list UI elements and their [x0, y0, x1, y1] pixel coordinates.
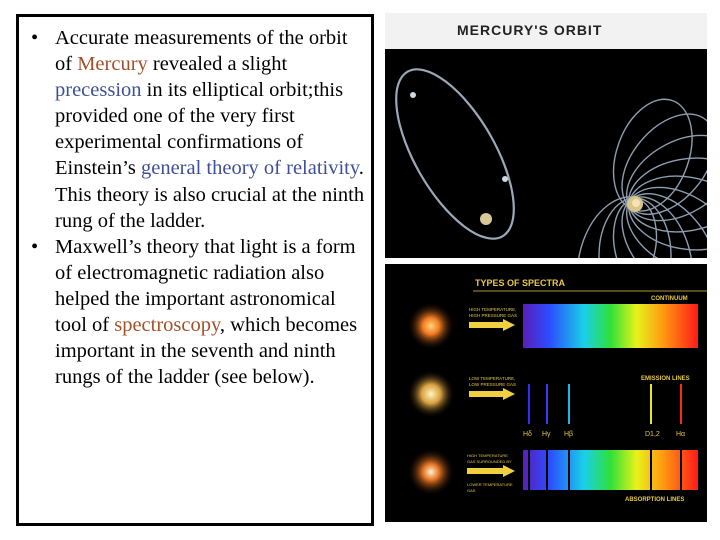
source1-label-a: HIGH TEMPERATURE,: [469, 307, 517, 312]
types-of-spectra-image: [385, 264, 707, 522]
h-alpha-label: Hα: [676, 431, 686, 438]
bullet-dot: •: [31, 235, 39, 258]
text-panel: [16, 14, 374, 526]
text-span: Accurate measurements of the orbit of: [55, 27, 348, 76]
orbit-title: MERCURY'S ORBIT: [457, 22, 603, 38]
spectroscopy-link[interactable]: spectroscopy: [114, 314, 220, 337]
emission-label: EMISSION LINES: [641, 376, 690, 382]
source3-label-a: HIGH TEMPERATURE: [467, 453, 508, 458]
text-span: . This theory is also crucial at the ninth rung of the ladder.: [55, 157, 365, 232]
bullet-list: [27, 25, 367, 390]
source3-label-b: GAS SURROUNDED BY: [467, 459, 512, 464]
continuum-label: CONTINUUM: [651, 296, 688, 302]
continuum-spectrum: [523, 304, 698, 348]
text-span: Maxwell’s theory that light is a form of electromagnetic radiation also helped the important astronomical tool of: [55, 235, 356, 337]
low-pressure-gas-icon: [407, 370, 455, 418]
surrounded-gas-icon: [407, 448, 455, 496]
spectra-diagram: [385, 264, 707, 522]
mercury-link[interactable]: Mercury: [77, 53, 148, 76]
absorption-spectrum: [523, 450, 698, 490]
spectra-title: TYPES OF SPECTRA: [475, 278, 566, 288]
bullet-text-2: [55, 236, 357, 388]
text-span: revealed a slight: [147, 53, 288, 76]
source3-label-c: LOWER TEMPERATURE: [467, 482, 513, 487]
planet-icon: [410, 92, 416, 98]
absorption-label: ABSORPTION LINES: [625, 497, 685, 503]
text-span: , which becomes important in the seventh and ninth rungs of the ladder (see below).: [55, 314, 358, 389]
relativity-link[interactable]: general theory of relativity: [140, 157, 359, 180]
orbit-diagram: [385, 49, 707, 258]
precession-link[interactable]: precession: [55, 79, 142, 102]
h-gamma-label: Hγ: [542, 431, 551, 438]
source2-label-a: LOW TEMPERATURE,: [469, 376, 516, 381]
sun-icon: [480, 213, 492, 225]
planet-icon: [502, 176, 508, 182]
bullet-maxwell: [27, 234, 367, 391]
h-beta-label: Hβ: [564, 431, 574, 438]
text-span: in its elliptical orbit;this provided one of the very first experimental confirmations of Einstein’s: [55, 79, 344, 180]
h-delta-label: Hδ: [523, 431, 532, 438]
mercury-orbit-image: [385, 13, 707, 258]
sodium-d-label: D1,2: [645, 431, 660, 438]
source3-label-d: GAS: [467, 488, 476, 493]
hot-dense-source-icon: [407, 302, 455, 350]
bullet-dot: •: [31, 27, 39, 49]
bullet-text-1: [55, 27, 364, 232]
bullet-mercury: [27, 25, 367, 234]
source2-label-b: LOW PRESSURE GAS: [469, 382, 517, 387]
source1-label-b: HIGH PRESSURE GAS: [469, 313, 518, 318]
sun-core-icon: [632, 199, 640, 207]
